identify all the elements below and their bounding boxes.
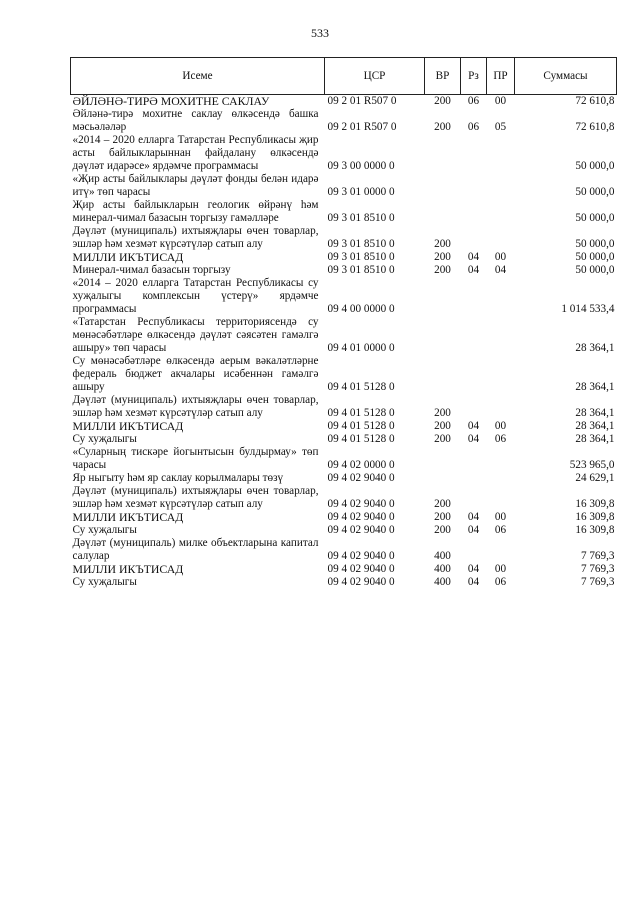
row-amount: 16 309,8: [575, 511, 615, 523]
row-pr-code: 00: [494, 251, 507, 263]
table-row: [71, 173, 617, 199]
row-pr-code: [487, 472, 515, 485]
row-name: Дәүләт (муниципаль) ихтыяҗлары өчен товарлар, эшләр һәм хезмәт күрсәтүләр сатып алу: [72, 394, 319, 419]
header-rz: Рз: [461, 58, 487, 95]
table-row: [71, 199, 617, 225]
row-amount: 72 610,8: [575, 121, 615, 133]
row-name: «Татарстан Республикасы территориясендә су мөнәсәбәтләре өлкәсендә дәүләт сәясәтен гамәлгә ашыру» төп чарасы: [72, 316, 319, 354]
row-name: МИЛЛИ ИКЪТИСАД: [72, 419, 184, 433]
row-rz-code: 04: [467, 563, 480, 575]
table-row: [71, 355, 617, 394]
row-amount: 28 364,1: [575, 381, 615, 393]
row-pr-code: 06: [494, 576, 507, 588]
row-amount: 7 769,3: [580, 576, 615, 588]
row-name: «Суларның тискәре йогынтысын булдырмау» төп чарасы: [72, 446, 319, 471]
row-csr-code: 09 3 01 8510 0: [327, 264, 395, 276]
row-name: Җир асты байлыкларын геологик өйрәнү һәм минерал-чимал базасын торгызу гамәлләре: [72, 199, 319, 224]
row-vr-code: [425, 472, 461, 485]
row-rz-code: [461, 316, 487, 355]
row-pr-code: [487, 277, 515, 316]
row-name: Су мөнәсәбәтләре өлкәсендә аерым вәкаләтләрне федераль бюджет акчалары исәбеннән гамәлгә ашыру: [72, 355, 319, 393]
row-vr-code: 400: [434, 576, 451, 588]
row-pr-code: [487, 537, 515, 563]
row-name: Су хуҗалыгы: [72, 524, 137, 536]
row-name: Минерал-чимал базасын торгызу: [72, 264, 231, 276]
row-csr-code: 09 3 00 0000 0: [327, 160, 395, 172]
row-csr-code: 09 2 01 R507 0: [327, 95, 397, 107]
row-rz-code: [461, 199, 487, 225]
row-pr-code: [487, 173, 515, 199]
row-name: ӘЙЛӘНӘ-ТИРӘ МОХИТНЕ САКЛАУ: [72, 94, 270, 108]
row-pr-code: 00: [494, 563, 507, 575]
row-rz-code: 06: [467, 95, 480, 107]
row-vr-code: [425, 355, 461, 394]
row-rz-code: [461, 472, 487, 485]
row-csr-code: 09 2 01 R507 0: [327, 121, 397, 133]
row-csr-code: 09 4 01 0000 0: [327, 342, 395, 354]
row-pr-code: 06: [494, 524, 507, 536]
table-row: [71, 134, 617, 173]
row-csr-code: 09 4 02 9040 0: [327, 511, 395, 523]
row-amount: 16 309,8: [575, 524, 615, 536]
row-vr-code: 200: [434, 238, 451, 250]
row-rz-code: 06: [467, 121, 480, 133]
row-vr-code: [425, 173, 461, 199]
row-amount: 28 364,1: [575, 407, 615, 419]
row-csr-code: 09 4 02 9040 0: [327, 472, 395, 484]
row-csr-code: 09 4 01 5128 0: [327, 420, 395, 432]
row-vr-code: [425, 277, 461, 316]
table-row: [71, 225, 617, 251]
table-row: [71, 316, 617, 355]
row-rz-code: [461, 134, 487, 173]
header-vr: ВР: [425, 58, 461, 95]
row-amount: 16 309,8: [575, 498, 615, 510]
row-name: Дәүләт (муниципаль) милке объектларына капитал салулар: [72, 537, 319, 562]
row-rz-code: [461, 394, 487, 420]
row-amount: 7 769,3: [580, 550, 615, 562]
row-rz-code: 04: [467, 264, 480, 276]
row-amount: 28 364,1: [575, 433, 615, 445]
row-amount: 50 000,0: [575, 186, 615, 198]
row-rz-code: [461, 225, 487, 251]
row-vr-code: 400: [434, 563, 451, 575]
row-name: Дәүләт (муниципаль) ихтыяҗлары өчен товарлар, эшләр һәм хезмәт күрсәтүләр сатып алу: [72, 225, 319, 250]
budget-table: [70, 57, 617, 589]
row-amount: 7 769,3: [580, 563, 615, 575]
row-rz-code: [461, 173, 487, 199]
table-row: [71, 108, 617, 134]
row-csr-code: 09 4 00 0000 0: [327, 303, 395, 315]
row-vr-code: [425, 446, 461, 472]
row-rz-code: 04: [467, 433, 480, 445]
row-name: «2014 – 2020 елларга Татарстан Республикасы җир асты байлыкларыннан файдалану өлкәсендә дәүләт идарәсе» ярдәмче программасы: [72, 134, 319, 172]
header-name: Исеме: [71, 58, 325, 95]
row-rz-code: [461, 277, 487, 316]
row-pr-code: 06: [494, 433, 507, 445]
row-vr-code: 200: [434, 95, 451, 107]
row-vr-code: 200: [434, 498, 451, 510]
row-vr-code: [425, 134, 461, 173]
row-csr-code: 09 3 01 8510 0: [327, 251, 395, 263]
row-csr-code: 09 4 01 5128 0: [327, 381, 395, 393]
row-vr-code: 200: [434, 524, 451, 536]
row-name: Су хуҗалыгы: [72, 576, 137, 588]
row-rz-code: [461, 485, 487, 511]
table-row: [71, 485, 617, 511]
row-rz-code: [461, 446, 487, 472]
table-header-row: [71, 58, 617, 95]
row-rz-code: [461, 355, 487, 394]
row-amount: 50 000,0: [575, 238, 615, 250]
row-rz-code: 04: [467, 251, 480, 263]
table-row: [71, 446, 617, 472]
row-amount: 523 965,0: [569, 459, 615, 471]
table-row: [71, 95, 617, 109]
row-amount: 50 000,0: [575, 264, 615, 276]
row-csr-code: 09 4 02 9040 0: [327, 498, 395, 510]
row-amount: 1 014 533,4: [561, 303, 615, 315]
row-name: «2014 – 2020 елларга Татарстан Республикасы су хуҗалыгы комплексын үстерү» ярдәмче программасы: [72, 277, 319, 315]
row-name: МИЛЛИ ИКЪТИСАД: [72, 562, 184, 576]
row-pr-code: 00: [494, 95, 507, 107]
row-csr-code: 09 4 02 9040 0: [327, 576, 395, 588]
table-row: [71, 576, 617, 589]
row-amount: 28 364,1: [575, 342, 615, 354]
row-vr-code: 200: [434, 264, 451, 276]
row-amount: 28 364,1: [575, 420, 615, 432]
row-pr-code: [487, 394, 515, 420]
row-amount: 24 629,1: [575, 472, 615, 484]
row-vr-code: 200: [434, 407, 451, 419]
row-rz-code: 04: [467, 420, 480, 432]
row-name: МИЛЛИ ИКЪТИСАД: [72, 510, 184, 524]
row-amount: 50 000,0: [575, 251, 615, 263]
row-vr-code: 200: [434, 121, 451, 133]
row-vr-code: 200: [434, 511, 451, 523]
table-row: [71, 277, 617, 316]
header-pr: ПР: [487, 58, 515, 95]
table-row: [71, 433, 617, 446]
row-pr-code: [487, 134, 515, 173]
row-csr-code: 09 4 01 5128 0: [327, 433, 395, 445]
row-pr-code: 04: [494, 264, 507, 276]
table-row: [71, 264, 617, 277]
row-name: МИЛЛИ ИКЪТИСАД: [72, 250, 184, 264]
table-row: [71, 524, 617, 537]
row-pr-code: [487, 355, 515, 394]
table-row: [71, 563, 617, 576]
table-row: [71, 251, 617, 264]
row-name: Су хуҗалыгы: [72, 433, 137, 445]
row-rz-code: 04: [467, 576, 480, 588]
row-name: «Җир асты байлыклары дәүләт фонды белән идарә итү» төп чарасы: [72, 173, 319, 198]
row-name: Дәүләт (муниципаль) ихтыяҗлары өчен товарлар, эшләр һәм хезмәт күрсәтүләр сатып алу: [72, 485, 319, 510]
table-row: [71, 420, 617, 433]
table-row: [71, 394, 617, 420]
header-csr: ЦСР: [325, 58, 425, 95]
row-csr-code: 09 4 02 9040 0: [327, 563, 395, 575]
row-pr-code: 00: [494, 511, 507, 523]
row-pr-code: 05: [494, 121, 507, 133]
row-csr-code: 09 3 01 8510 0: [327, 212, 395, 224]
row-vr-code: 400: [434, 550, 451, 562]
row-pr-code: [487, 199, 515, 225]
row-csr-code: 09 4 02 0000 0: [327, 459, 395, 471]
row-name: Әйләнә-тирә мохитне саклау өлкәсендә башка мәсьәләләр: [72, 108, 319, 133]
row-pr-code: [487, 446, 515, 472]
table-row: [71, 537, 617, 563]
header-sum: Суммасы: [515, 58, 617, 95]
table-row: [71, 472, 617, 485]
row-csr-code: 09 4 02 9040 0: [327, 550, 395, 562]
row-pr-code: 00: [494, 420, 507, 432]
row-csr-code: 09 4 02 9040 0: [327, 524, 395, 536]
table-body: [71, 95, 617, 590]
row-pr-code: [487, 485, 515, 511]
row-amount: 50 000,0: [575, 212, 615, 224]
row-pr-code: [487, 225, 515, 251]
row-csr-code: 09 3 01 0000 0: [327, 186, 395, 198]
row-amount: 50 000,0: [575, 160, 615, 172]
page-number: 533: [311, 26, 329, 40]
row-rz-code: 04: [467, 524, 480, 536]
row-vr-code: [425, 199, 461, 225]
row-vr-code: 200: [434, 433, 451, 445]
row-rz-code: [461, 537, 487, 563]
row-vr-code: 200: [434, 251, 451, 263]
row-amount: 72 610,8: [575, 95, 615, 107]
row-vr-code: [425, 316, 461, 355]
row-vr-code: 200: [434, 420, 451, 432]
row-csr-code: 09 4 01 5128 0: [327, 407, 395, 419]
row-pr-code: [487, 316, 515, 355]
row-name: Яр ныгыту һәм яр саклау корылмалары төзү: [72, 472, 284, 484]
table-row: [71, 511, 617, 524]
row-rz-code: 04: [467, 511, 480, 523]
row-csr-code: 09 3 01 8510 0: [327, 238, 395, 250]
